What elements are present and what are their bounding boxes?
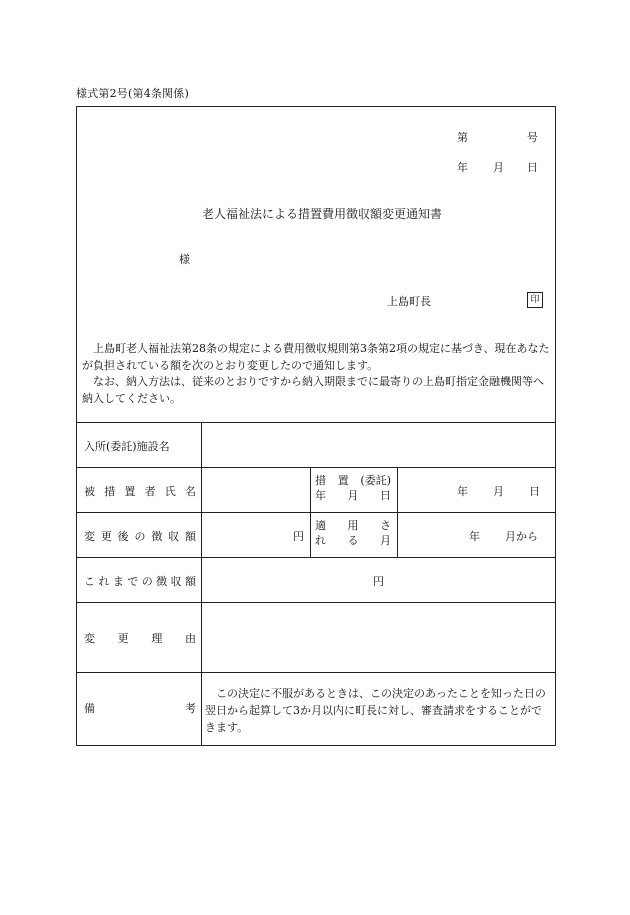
apply-year: 年 (469, 530, 480, 543)
document-title: 老人福祉法による措置費用徴収額変更通知書 (202, 207, 443, 221)
table-line-5 (77, 672, 555, 673)
date-year: 年 (457, 161, 468, 174)
form-id: 様式第2号(第4条関係) (76, 87, 189, 100)
change-reason-label: 変 更 理 由 (84, 632, 196, 645)
notice-form (76, 106, 556, 746)
new-amount-label: 変 更 後 の 徴 収 額 (84, 530, 196, 543)
measure-year: 年 (457, 485, 468, 498)
remarks-label: 備 考 (84, 702, 196, 715)
body-paragraph-1: 上島町老人福祉法第28条の規定による費用徴収規則第3条第2項の規定に基づき、現在あなたが負担されている額を次のとおり変更したので通知します。 (82, 342, 550, 372)
table-line-1 (77, 467, 555, 468)
number-prefix: 第 (457, 131, 468, 144)
remarks-text: この決定に不服があるときは、この決定のあったことを知った日の翌日から起算して3か月以内に町長に対し、審査請求をすることができます。 (205, 687, 546, 734)
date-month: 月 (493, 161, 504, 174)
measure-day: 日 (529, 485, 540, 498)
table-line-4 (77, 602, 555, 603)
issuer-name: 上島町長 (387, 295, 431, 308)
table-label-divider (201, 422, 202, 745)
prev-amount-unit: 円 (373, 575, 384, 588)
table-col-divider-1 (310, 467, 311, 557)
measure-date-label: 措 置 (委託) 年 月 日 (315, 474, 391, 502)
facility-label: 入所(委託)施設名 (84, 440, 170, 453)
apply-month-from: 月から (505, 530, 538, 543)
body-paragraph-2: なお、納入方法は、従来のとおりですから納入期限までに最寄りの上島町指定金融機関等へ納入してください。 (82, 375, 544, 405)
prev-amount-label: こ れ ま で の 徴 収 額 (84, 575, 196, 588)
addressee-suffix: 様 (179, 253, 190, 266)
table-line-2 (77, 512, 555, 513)
table-line-3 (77, 557, 555, 558)
seal-stamp: 印 (527, 292, 543, 308)
apply-month-label: 適 用 さ れ る 月 (315, 519, 391, 547)
person-name-label: 被 措 置 者 氏 名 (84, 485, 196, 498)
new-amount-unit: 円 (293, 530, 304, 543)
date-day: 日 (527, 161, 538, 174)
number-suffix: 号 (527, 131, 538, 144)
measure-month: 月 (493, 485, 504, 498)
table-col-divider-2 (397, 467, 398, 557)
table-line-top (77, 422, 555, 423)
